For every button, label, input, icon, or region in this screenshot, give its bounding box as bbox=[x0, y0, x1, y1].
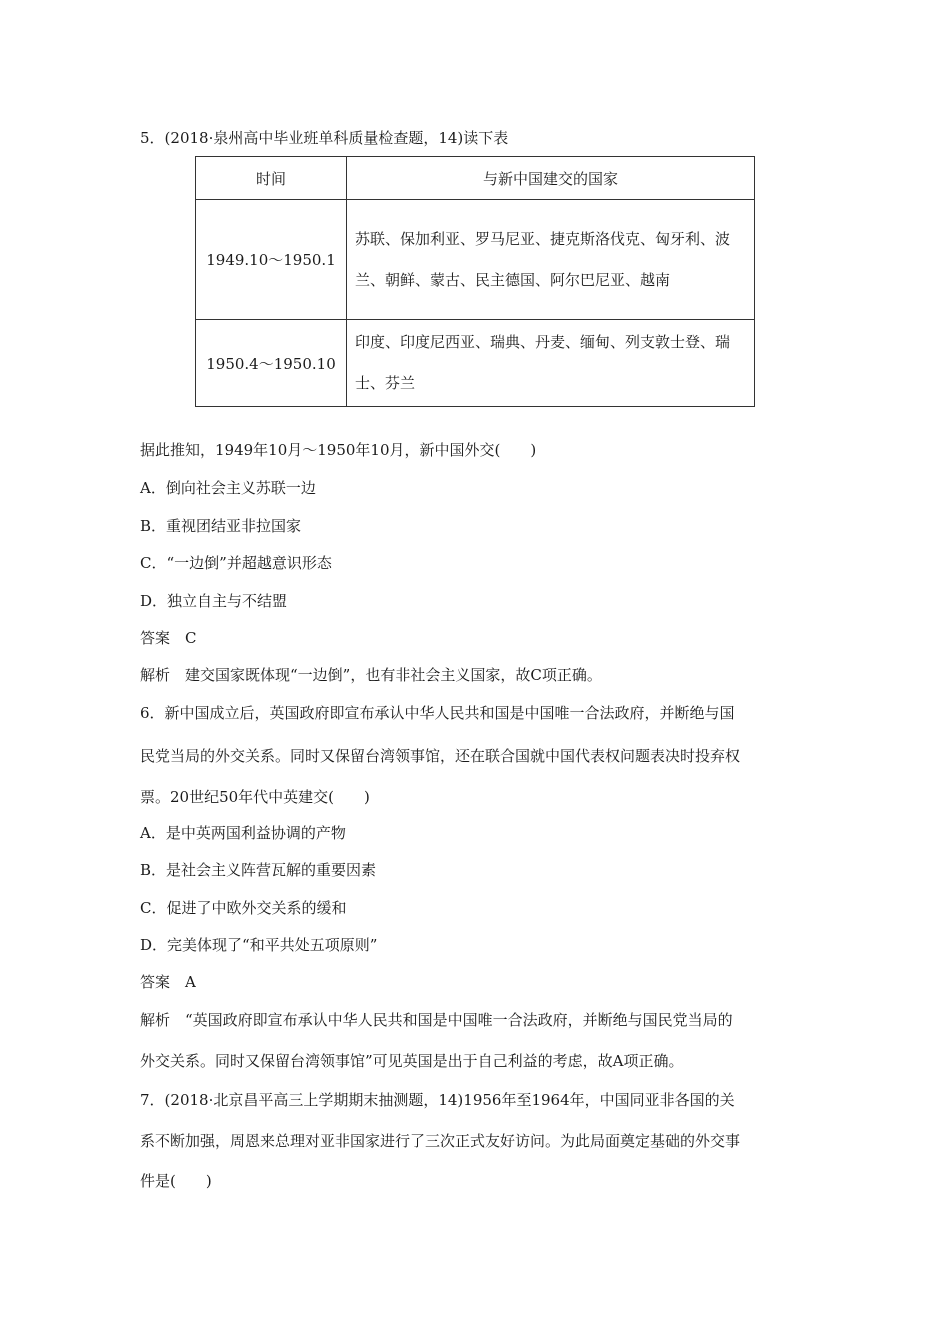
question-7-stem-line-2: 系不断加强，周恩来总理对亚非国家进行了三次正式友好访问。为此局面奠定基础的外交事 bbox=[140, 1132, 741, 1150]
q6-analysis-line-2: 外交关系。同时又保留台湾领事馆”可见英国是出于自己利益的考虑，故A项正确。 bbox=[140, 1052, 684, 1070]
q6-option-b: B．是社会主义阵营瓦解的重要因素 bbox=[140, 861, 377, 879]
q5-analysis: 解析 建交国家既体现“一边倒”，也有非社会主义国家，故C项正确。 bbox=[140, 666, 602, 684]
q5-option-c: C．“一边倒”并超越意识形态 bbox=[140, 554, 332, 572]
q5-option-a: A．倒向社会主义苏联一边 bbox=[140, 479, 316, 497]
q5-answer: 答案 C bbox=[140, 629, 197, 647]
diplomatic-relations-table bbox=[195, 156, 755, 407]
table-cell-countries: 印度、印度尼西亚、瑞典、丹麦、缅甸、列支敦士登、瑞士、芬兰 bbox=[347, 320, 755, 407]
table-header-time: 时间 bbox=[196, 157, 347, 200]
q6-answer: 答案 A bbox=[140, 973, 196, 991]
table-row bbox=[196, 200, 755, 320]
q5-option-b: B．重视团结亚非拉国家 bbox=[140, 517, 302, 535]
question-6-stem-line-1: 6．新中国成立后，英国政府即宣布承认中华人民共和国是中国唯一合法政府，并断绝与国 bbox=[140, 704, 735, 722]
table-cell-period: 1950.4～1950.10 bbox=[196, 320, 347, 407]
question-5-stem: 5．(2018·泉州高中毕业班单科质量检查题，14)读下表 bbox=[140, 129, 509, 147]
q6-option-a: A．是中英两国利益协调的产物 bbox=[140, 824, 346, 842]
table-row bbox=[196, 320, 755, 407]
question-7-stem-line-3: 件是( ) bbox=[140, 1172, 212, 1190]
question-5-prompt: 据此推知，1949年10月～1950年10月，新中国外交( ) bbox=[140, 441, 537, 459]
table-cell-countries: 苏联、保加利亚、罗马尼亚、捷克斯洛伐克、匈牙利、波兰、朝鲜、蒙古、民主德国、阿尔巴尼亚、越南 bbox=[347, 200, 755, 320]
question-6-stem-line-3: 票。20世纪50年代中英建交( ) bbox=[140, 788, 370, 806]
q5-option-d: D．独立自主与不结盟 bbox=[140, 592, 288, 610]
q6-option-d: D．完美体现了“和平共处五项原则” bbox=[140, 936, 378, 954]
table-header-row bbox=[196, 157, 755, 200]
q6-option-c: C．促进了中欧外交关系的缓和 bbox=[140, 899, 347, 917]
table-header-countries: 与新中国建交的国家 bbox=[347, 157, 755, 200]
q6-analysis-line-1: 解析 “英国政府即宣布承认中华人民共和国是中国唯一合法政府，并断绝与国民党当局的 bbox=[140, 1011, 733, 1029]
question-7-stem-line-1: 7．(2018·北京昌平高三上学期期末抽测题，14)1956年至1964年，中国同亚非各国的关 bbox=[140, 1091, 735, 1109]
question-6-stem-line-2: 民党当局的外交关系。同时又保留台湾领事馆，还在联合国就中国代表权问题表决时投弃权 bbox=[140, 747, 741, 765]
table-cell-period: 1949.10～1950.1 bbox=[196, 200, 347, 320]
